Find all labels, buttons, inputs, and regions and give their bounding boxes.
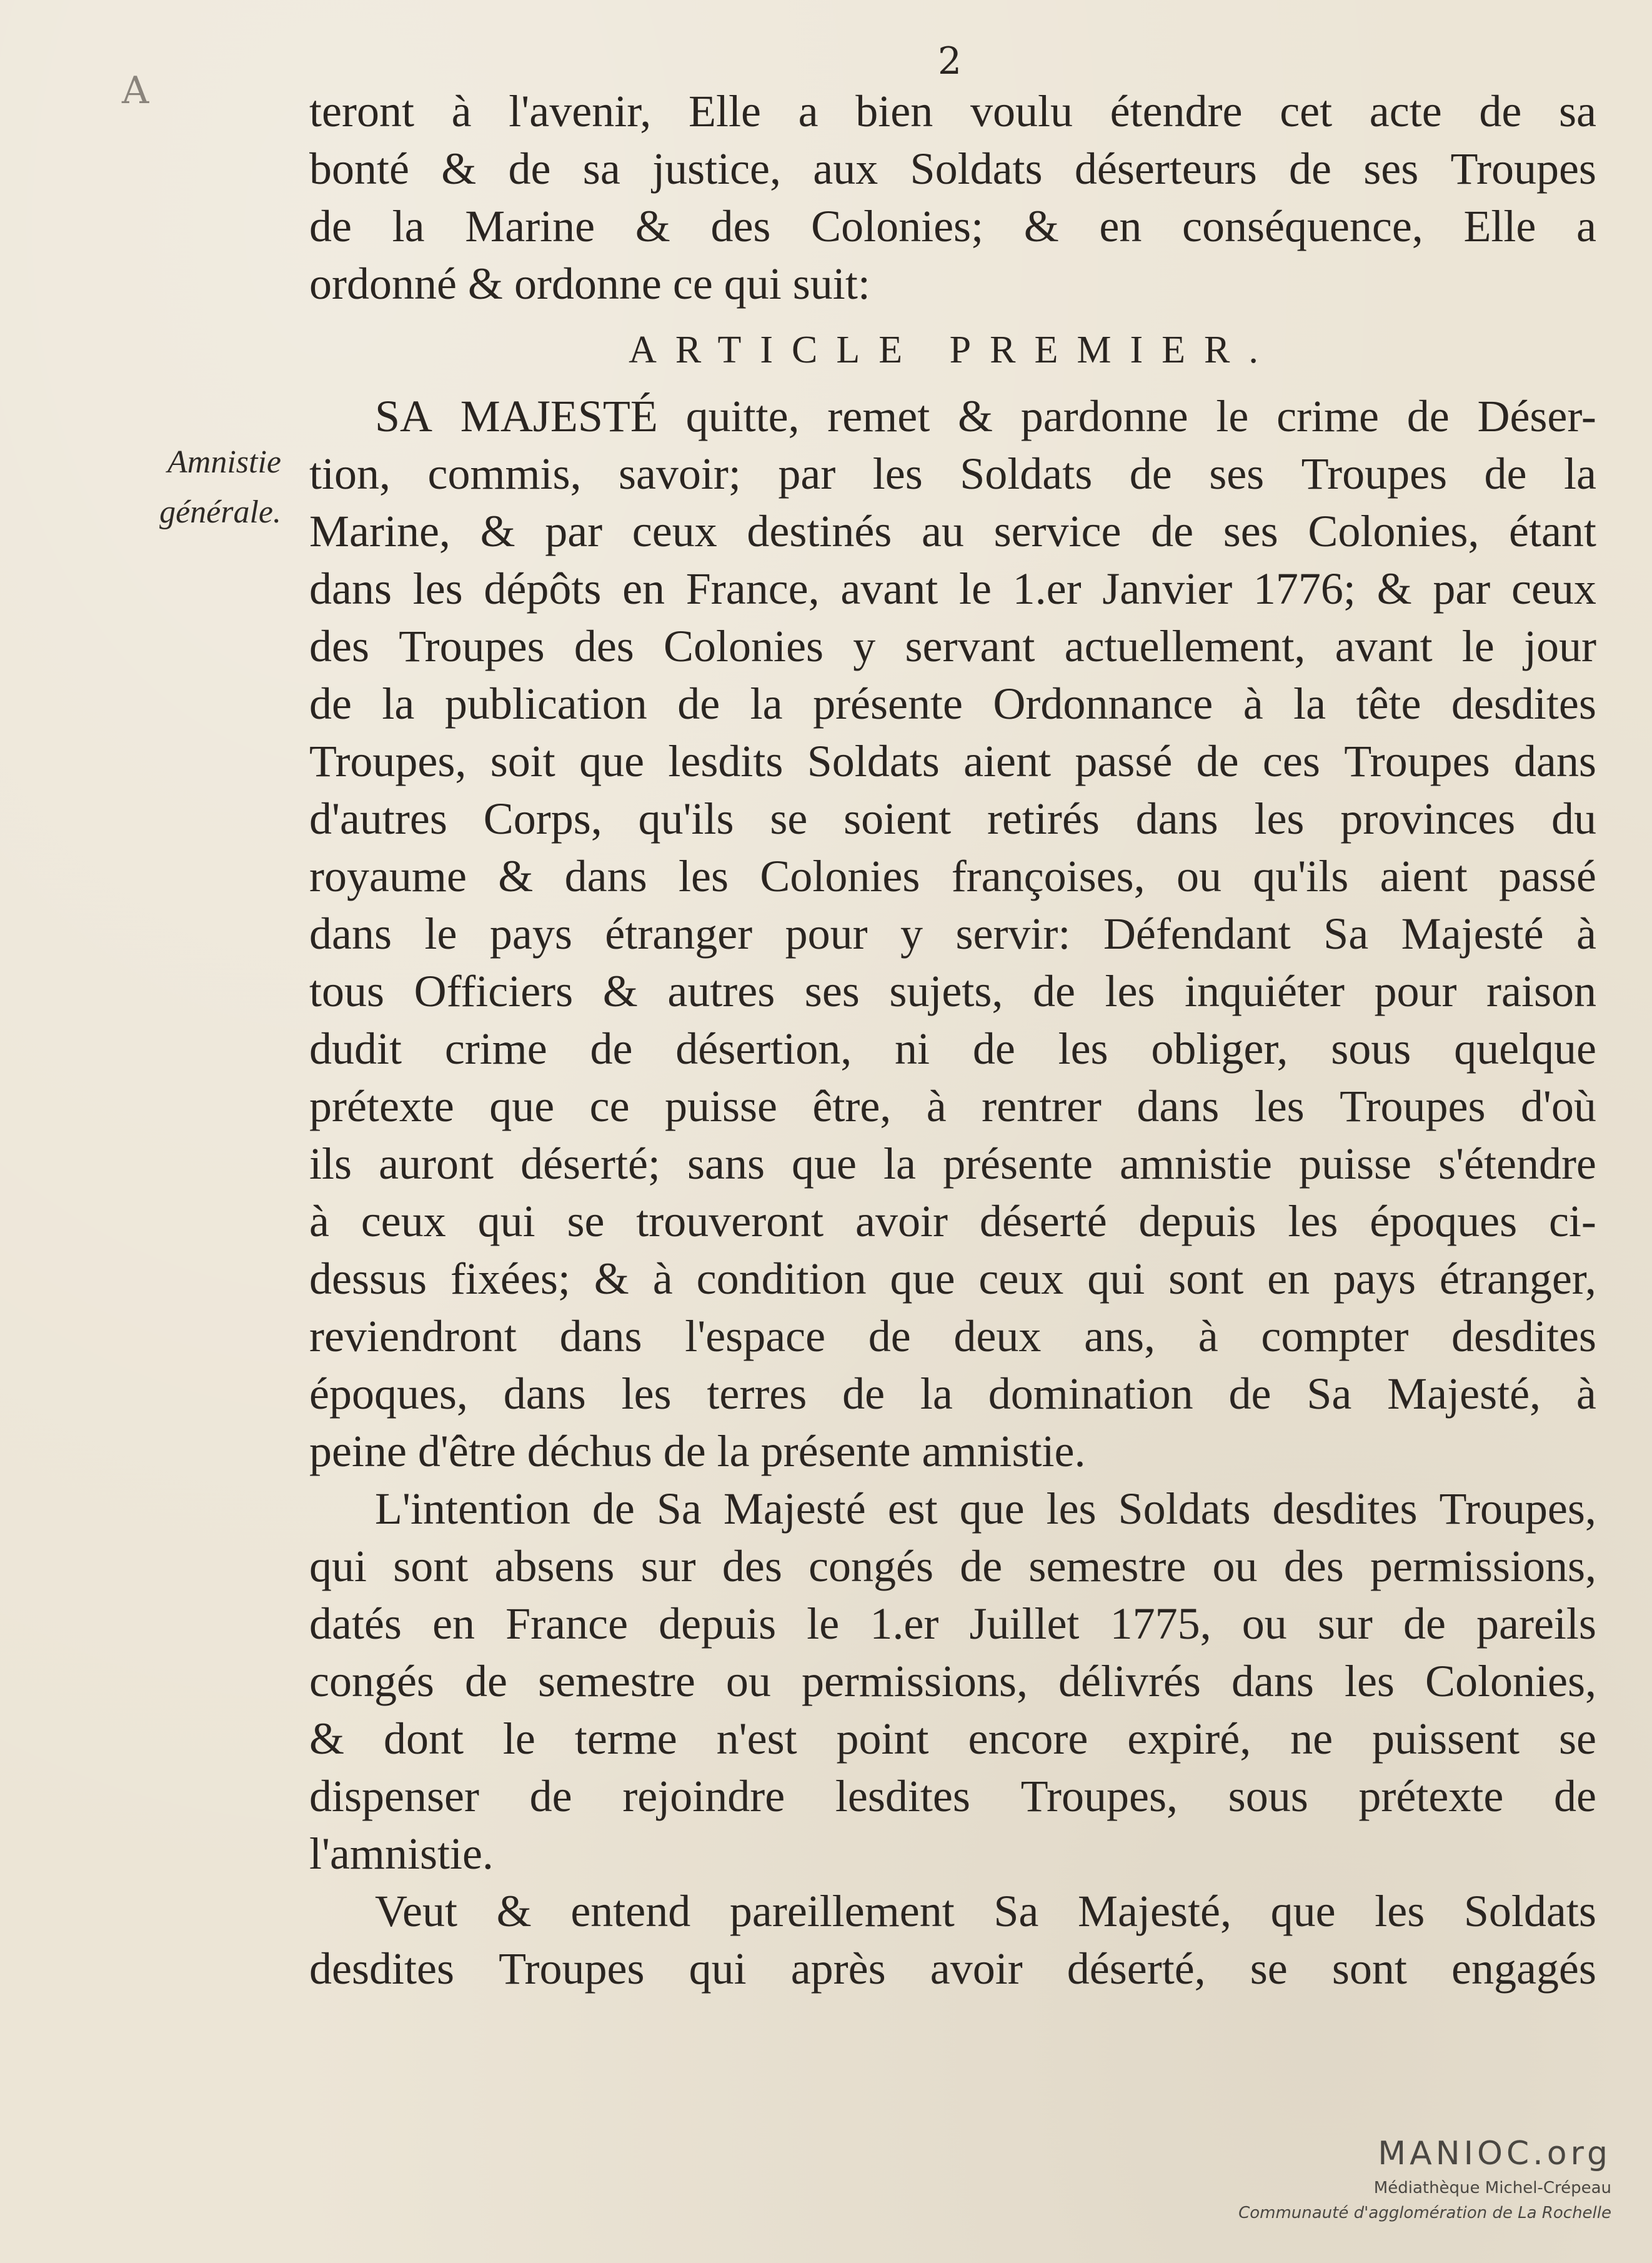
article-paragraph-1 — [309, 387, 1596, 1480]
article-paragraph-2 — [309, 1480, 1596, 1882]
page-number: 2 — [937, 39, 962, 83]
text-line: peine d'être déchus de la présente amnistie. — [309, 1426, 1086, 1476]
text-line: datés en France depuis le 1.er Juillet 1775, ou sur de pareils — [309, 1599, 1596, 1649]
watermark-organization: Communauté d'agglomération de La Rochelle — [1238, 2204, 1611, 2222]
body-text — [309, 82, 1596, 1997]
text-line: tion, commis, savoir; par les Soldats de ses Troupes de la — [309, 449, 1596, 499]
text-line: dans le pays étranger pour y servir: Défendant Sa Majesté à — [309, 909, 1596, 959]
text-line: de la Marine & des Colonies; & en conséquence, Elle a — [309, 201, 1596, 251]
margin-note-line: générale. — [159, 494, 281, 530]
text-line: l'amnistie. — [309, 1829, 494, 1879]
text-line: dispenser de rejoindre lesdites Troupes, sous prétexte de — [309, 1771, 1596, 1821]
watermark-library: Médiathèque Michel-Crépeau — [1373, 2179, 1611, 2197]
text-line: à ceux qui se trouveront avoir déserté depuis les époques ci- — [309, 1196, 1596, 1246]
text-line: d'autres Corps, qu'ils se soient retirés dans les provinces du — [309, 794, 1596, 844]
text-line: tous Officiers & autres ses sujets, de les inquiéter pour raison — [309, 966, 1596, 1016]
corner-mark: A — [122, 69, 154, 112]
text-line: Troupes, soit que lesdits Soldats aient passé de ces Troupes dans — [309, 736, 1596, 786]
text-line: bonté & de sa justice, aux Soldats déserteurs de ses Troupes — [309, 144, 1596, 194]
article-paragraph-3 — [309, 1882, 1596, 1997]
text-line: dessus fixées; & à condition que ceux qui sont en pays étranger, — [309, 1254, 1596, 1304]
text-line: desdites Troupes qui après avoir déserté, se sont engagés — [309, 1944, 1596, 1994]
text-line: ordonné & ordonne ce qui suit: — [309, 259, 870, 309]
library-watermark — [1238, 2132, 1611, 2226]
text-line: prétexte que ce puisse être, à rentrer dans les Troupes d'où — [309, 1081, 1596, 1131]
text-line: de la publication de la présente Ordonnance à la tête desdites — [309, 679, 1596, 729]
text-line: Veut & entend pareillement Sa Majesté, que les Soldats — [375, 1886, 1596, 1936]
text-line: dans les dépôts en France, avant le 1.er Janvier 1776; & par ceux — [309, 564, 1596, 614]
text-line: des Troupes des Colonies y servant actuellement, avant le jour — [309, 621, 1596, 671]
margin-note-line: Amnistie — [167, 444, 281, 480]
text-line: qui sont absens sur des congés de semestre ou des permissions, — [309, 1541, 1596, 1591]
text-line: congés de semestre ou permissions, délivrés dans les Colonies, — [309, 1656, 1596, 1706]
text-line: royaume & dans les Colonies françoises, ou qu'ils aient passé — [309, 851, 1596, 901]
text-line: ils auront déserté; sans que la présente amnistie puisse s'étendre — [309, 1139, 1596, 1189]
margin-note — [125, 437, 281, 537]
text-line: dudit crime de désertion, ni de les obliger, sous quelque — [309, 1024, 1596, 1074]
text-line: Marine, & par ceux destinés au service de ses Colonies, étant — [309, 506, 1596, 556]
text-line: SA MAJESTÉ quitte, remet & pardonne le crime de Déser- — [375, 391, 1596, 441]
text-line: & dont le terme n'est point encore expiré, ne puissent se — [309, 1714, 1596, 1764]
text-line: reviendront dans l'espace de deux ans, à compter desdites — [309, 1311, 1596, 1361]
article-heading: ARTICLE PREMIER. — [629, 329, 1277, 371]
intro-paragraph — [309, 82, 1596, 312]
text-line: époques, dans les terres de la domination de Sa Majesté, à — [309, 1369, 1596, 1419]
text-line: teront à l'avenir, Elle a bien voulu étendre cet acte de sa — [309, 86, 1596, 136]
watermark-brand: MANIOC.org — [1378, 2135, 1611, 2172]
text-line: L'intention de Sa Majesté est que les Soldats desdites Troupes, — [375, 1484, 1596, 1534]
